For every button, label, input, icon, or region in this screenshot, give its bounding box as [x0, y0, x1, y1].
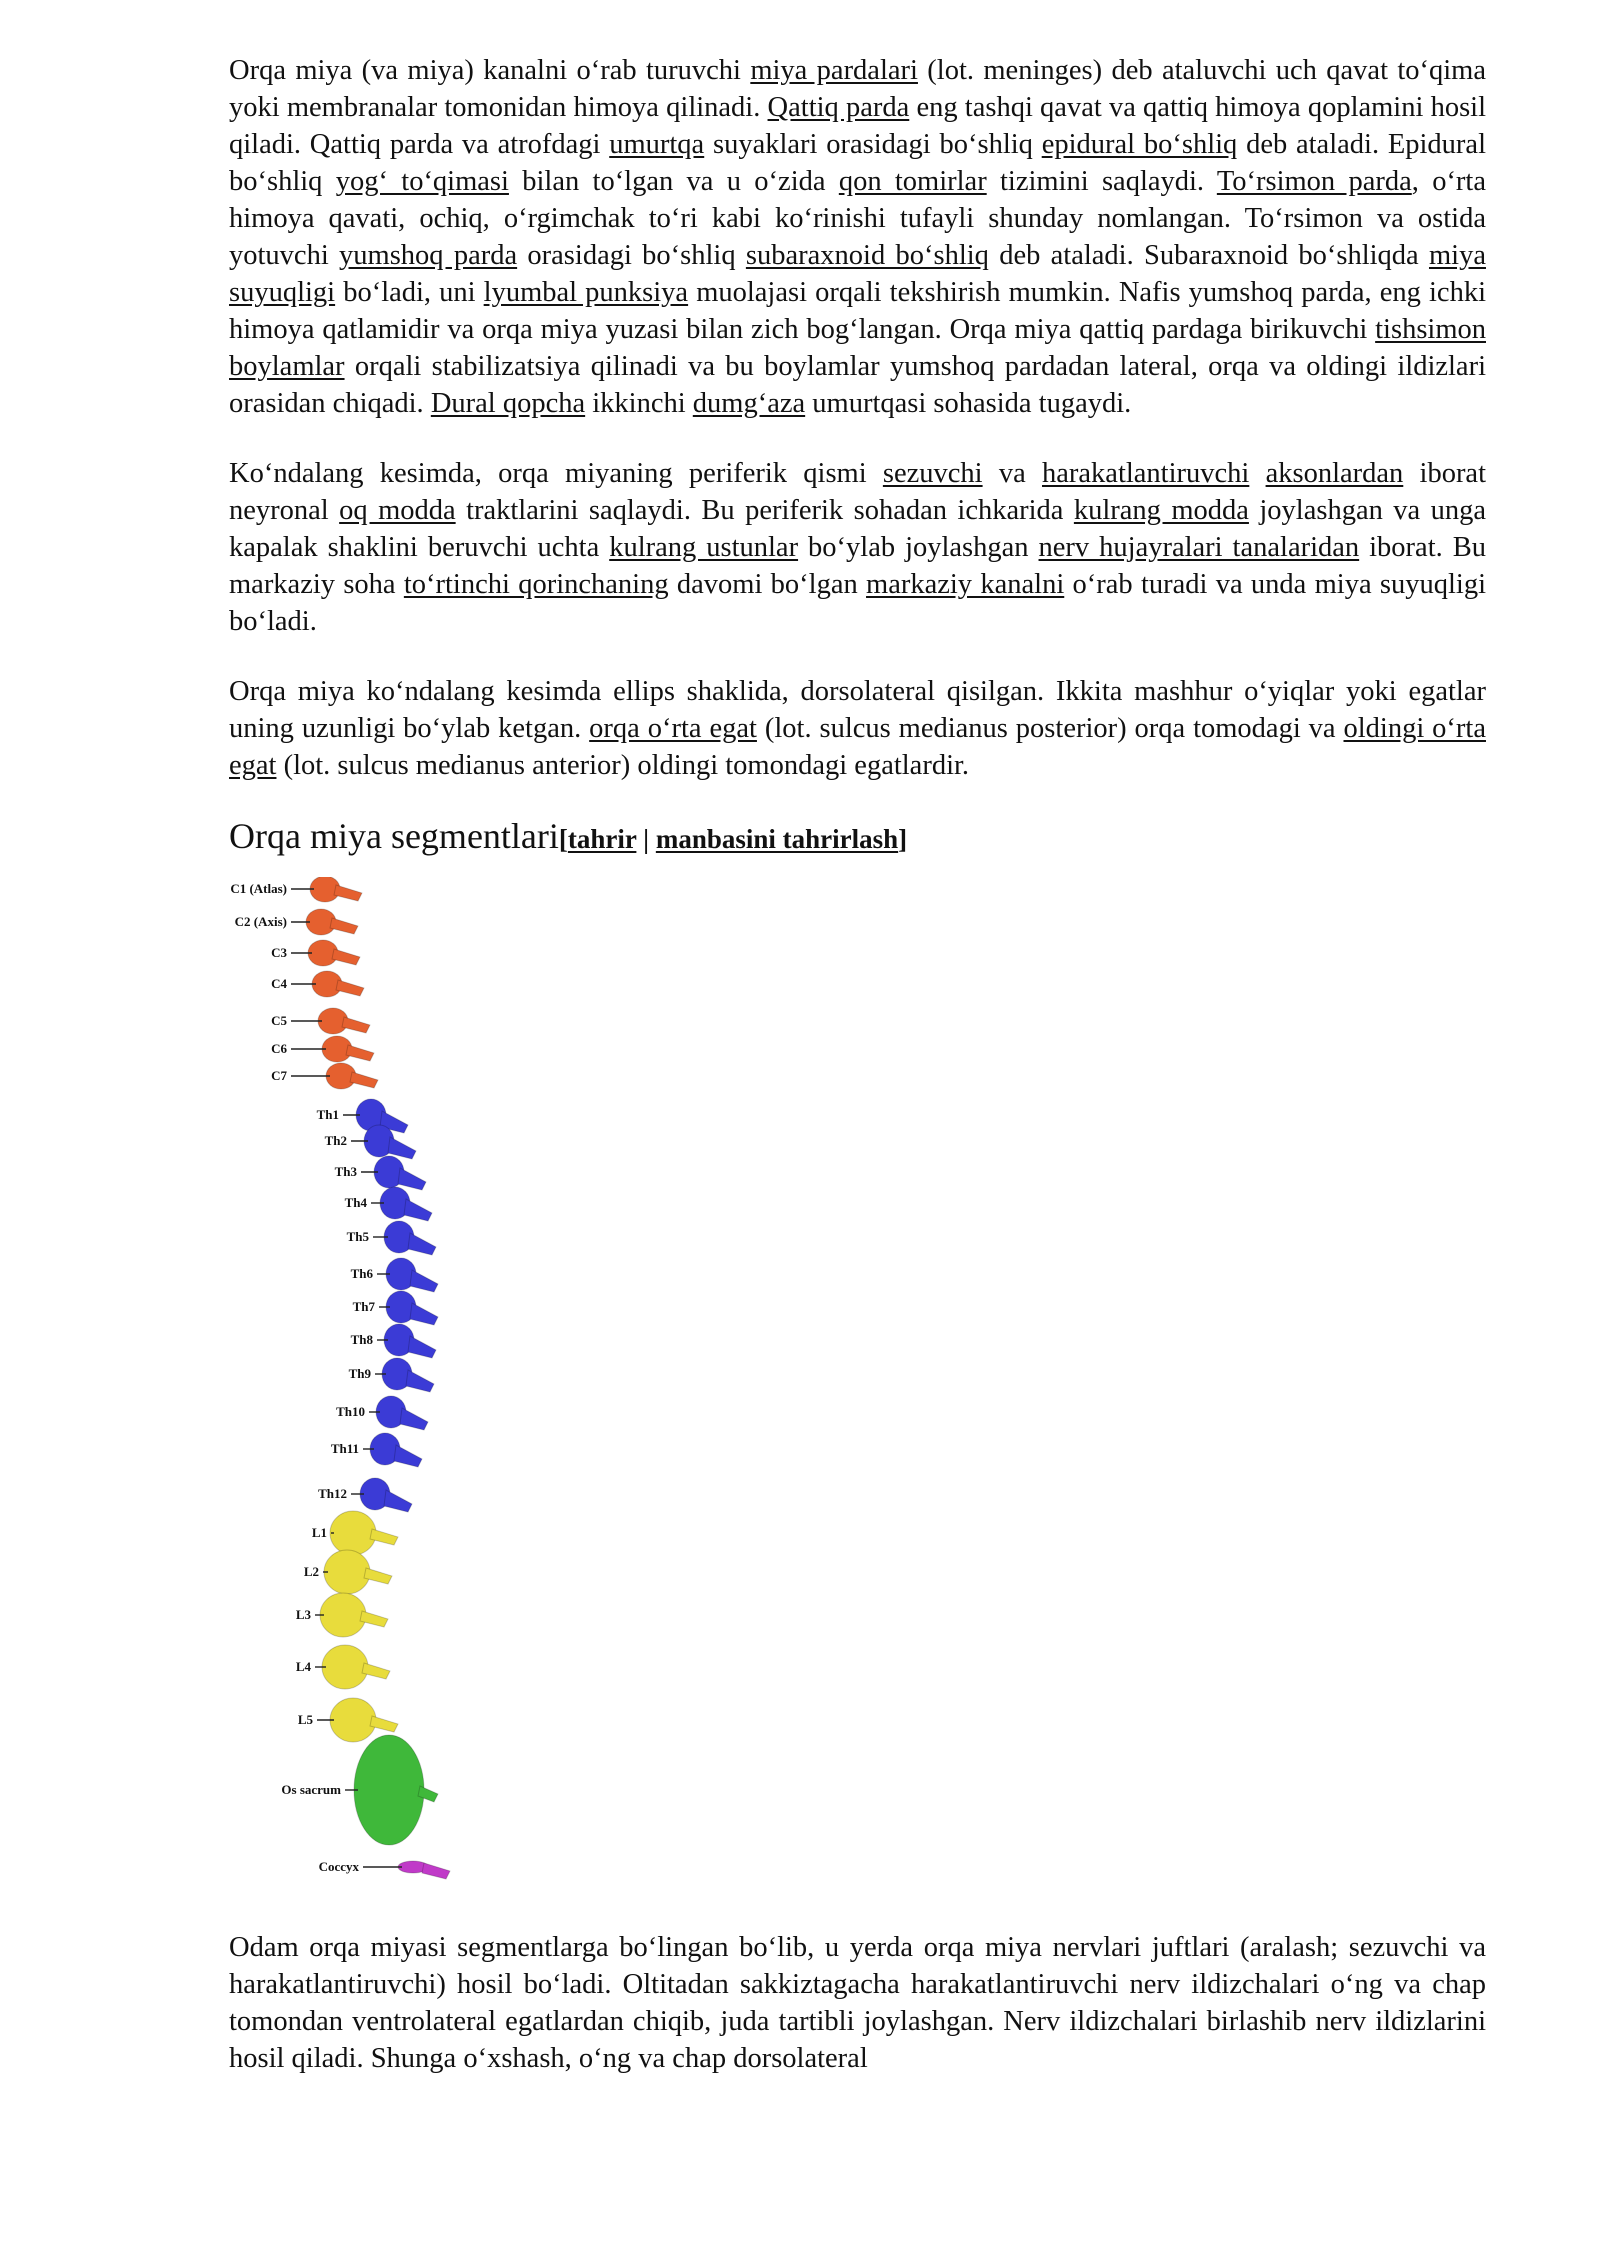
vertebra-label: Coccyx: [318, 1859, 359, 1874]
text-run: eng tashqi qavat va qattiq himoya qoplamini hosil qiladi. Qattiq parda va atrofdagi: [229, 92, 1487, 160]
vertebra-label: Th12: [318, 1486, 347, 1501]
text-run: bo‘ylab joylashgan: [798, 532, 1039, 563]
text-run: orasidagi bo‘shliq: [517, 240, 746, 271]
spine-diagram: [229, 877, 489, 1907]
vertebra-label: C4: [271, 976, 287, 991]
wiki-link[interactable]: miya suyuqligi: [229, 240, 1486, 308]
wiki-link[interactable]: subaraxnoid bo‘shliq: [745, 240, 989, 271]
text-run: (lot. sulcus medianus posterior) orqa tomodagi va: [756, 713, 1344, 744]
vertebra-label: Os sacrum: [281, 1782, 341, 1797]
spinous-process: [350, 1072, 378, 1088]
text-run: bo‘ladi, uni: [335, 277, 484, 308]
spinous-process: [400, 1408, 428, 1430]
wiki-link[interactable]: aksonlardan: [1265, 458, 1404, 489]
spinous-process: [404, 1199, 432, 1221]
vertebra-l1: [330, 1511, 376, 1555]
vertebra-l2: [324, 1550, 370, 1594]
wiki-link[interactable]: Qattiq parda: [767, 92, 910, 123]
vertebra-l3: [320, 1593, 366, 1637]
spinous-process: [410, 1303, 438, 1325]
vertebra-label: C3: [271, 945, 287, 960]
wiki-link[interactable]: To‘rsimon parda: [1216, 166, 1412, 197]
text-run: traktlarini saqlaydi. Bu periferik sohadan ichkarida: [455, 495, 1074, 526]
text-run: orqali stabilizatsiya qilinadi va bu boylamlar yumshoq pardadan lateral, orqa va oldingi ildizlari orasidan chiqadi.: [229, 351, 1486, 419]
vertebra-label: C7: [271, 1068, 287, 1083]
wiki-link[interactable]: kulrang modda: [1073, 495, 1249, 526]
vertebra-label: Th6: [350, 1266, 373, 1281]
article-page: [229, 52, 1486, 2077]
text-run: deb ataladi. Epidural bo‘shliq: [229, 129, 1486, 197]
text-run: joylashgan va unga kapalak shaklini beruvchi uchta: [229, 495, 1486, 563]
spine-figure: [229, 877, 489, 1907]
text-run: Odam orqa miyasi segmentlarga bo‘lingan bo‘lib, u yerda orqa miya nervlari juftlari (aralash; sezuvchi va harakatlantiruvchi) hosil bo‘ladi. Oltitadan sakkiztagacha harakatlantiruvchi nerv ildizchalari o‘ng va chap tomondan ventrolateral egatlardan chiqib, juda tartibli joylashgan. Nerv ildizchalari birlashib nerv ildizlarini hosil qiladi. Shunga o‘xshash, o‘ng va chap dorsolateral: [229, 1932, 1486, 2074]
vertebra-label: Th8: [350, 1332, 373, 1347]
text-run: muolajasi orqali tekshirish mumkin. Nafis yumshoq parda, eng ichki himoya qatlamidir va orqa miya yuzasi bilan zich bog‘langan. Orqa miya qattiq pardaga birikuvchi: [229, 277, 1486, 345]
text-run: umurtqasi sohasida tugaydi.: [805, 388, 1132, 419]
text-run: (lot. meninges) deb ataluvchi uch qavat to‘qima yoki membranalar tomonidan himoya qilinadi.: [229, 55, 1486, 123]
wiki-link[interactable]: markaziy kanalni: [866, 569, 1065, 600]
wiki-link[interactable]: epidural bo‘shliq: [1041, 129, 1238, 160]
wiki-link[interactable]: harakatlantiruvchi: [1042, 458, 1250, 489]
text-run: ikkinchi: [585, 388, 693, 419]
vertebra-label: Th7: [352, 1299, 375, 1314]
spinous-process: [406, 1370, 434, 1392]
spinous-process: [330, 918, 358, 934]
vertebra-os: [354, 1735, 424, 1845]
vertebra-label: C5: [271, 1013, 287, 1028]
spinous-process: [408, 1336, 436, 1358]
wiki-link[interactable]: to‘rtinchi qorinchaning: [403, 569, 669, 600]
text-run: Orqa miya (va miya) kanalni o‘rab turuvchi: [229, 55, 751, 86]
paragraph-p1: [229, 52, 1486, 422]
vertebra-label: L5: [297, 1712, 313, 1727]
vertebra-l4: [322, 1645, 368, 1689]
spinous-process: [346, 1045, 374, 1061]
vertebra-label: C1 (Atlas): [230, 881, 287, 896]
spinous-process: [394, 1445, 422, 1467]
wiki-link[interactable]: kulrang ustunlar: [609, 532, 799, 563]
spinous-process: [336, 980, 364, 996]
text-run: deb ataladi. Subaraxnoid bo‘shliqda: [988, 240, 1429, 271]
wiki-link[interactable]: yog‘ to‘qimasi: [335, 166, 509, 197]
vertebra-label: L2: [303, 1564, 319, 1579]
wiki-link[interactable]: qon tomirlar: [838, 166, 987, 197]
vertebra-label: C6: [271, 1041, 287, 1056]
edit-source-link[interactable]: manbasini tahrirlash: [655, 824, 899, 854]
spinous-process: [384, 1490, 412, 1512]
spinous-process: [422, 1863, 450, 1879]
vertebra-label: C2 (Axis): [234, 914, 287, 929]
text-run: davomi bo‘lgan: [668, 569, 867, 600]
vertebra-label: Th3: [334, 1164, 357, 1179]
vertebra-label: Th5: [346, 1229, 369, 1244]
text-run: iborat. Bu markaziy soha: [229, 532, 1486, 600]
paragraph-p3: [229, 673, 1486, 784]
wiki-link[interactable]: miya pardalari: [750, 55, 918, 86]
text-run: bilan to‘lgan va u o‘zida: [508, 166, 839, 197]
text-run: Ko‘ndalang kesimda, orqa miyaning periferik qismi: [229, 458, 883, 489]
article-body: [229, 52, 1486, 784]
vertebra-label: Th4: [344, 1195, 367, 1210]
section-heading: [229, 814, 1486, 861]
wiki-link[interactable]: umurtqa: [609, 129, 705, 160]
section-title: Orqa miya segmentlari: [229, 816, 559, 856]
wiki-link[interactable]: yumshoq parda: [339, 240, 518, 271]
vertebra-label: Th10: [336, 1404, 365, 1419]
text-run: suyaklari orasidagi bo‘shliq: [704, 129, 1042, 160]
text-run: o‘rab turadi va unda miya suyuqligi bo‘ladi.: [229, 569, 1486, 637]
vertebra-label: L4: [295, 1659, 311, 1674]
spinous-process: [398, 1168, 426, 1190]
wiki-link[interactable]: oq modda: [339, 495, 456, 526]
wiki-link[interactable]: sezuvchi: [882, 458, 983, 489]
paragraph-p4: [229, 1929, 1486, 2077]
vertebra-label: Th1: [316, 1107, 339, 1122]
text-run: Orqa miya ko‘ndalang kesimda ellips shaklida, dorsolateral qisilgan. Ikkita mashhur o‘yiqlar yoki egatlar uning uzunligi bo‘ylab ketgan.: [229, 676, 1486, 744]
wiki-link[interactable]: tishsimon boylamlar: [229, 314, 1486, 382]
vertebra-label: Th9: [348, 1366, 371, 1381]
spinous-process: [332, 949, 360, 965]
wiki-link[interactable]: nerv hujayralari tanalaridan: [1038, 532, 1360, 563]
vertebra-label: L3: [295, 1607, 311, 1622]
text-run: (lot. sulcus medianus anterior) oldingi tomondagi egatlardir.: [276, 750, 970, 781]
text-run: iborat neyronal: [229, 458, 1487, 526]
spinous-process: [334, 885, 362, 901]
article-body-continued: [229, 1929, 1486, 2077]
wiki-link[interactable]: Dural qopcha: [430, 388, 586, 419]
vertebra-l5: [330, 1698, 376, 1742]
wiki-link[interactable]: orqa o‘rta egat: [589, 713, 757, 744]
vertebra-label: Th11: [330, 1441, 359, 1456]
wiki-link[interactable]: dumg‘aza: [692, 388, 806, 419]
paragraph-p2: [229, 455, 1486, 640]
vertebra-label: Th2: [324, 1133, 347, 1148]
spinous-process: [408, 1233, 436, 1255]
edit-link[interactable]: tahrir: [567, 824, 637, 854]
vertebra-label: L1: [311, 1525, 327, 1540]
spinous-process: [342, 1017, 370, 1033]
edit-links: [tahrir | manbasini tahrirlash]: [558, 824, 908, 854]
spinous-process: [388, 1137, 416, 1159]
text-run: [1249, 458, 1265, 489]
spinous-process: [410, 1270, 438, 1292]
text-run: va: [982, 458, 1042, 489]
text-run: , o‘rta himoya qavati, ochiq, o‘rgimchak to‘ri kabi ko‘rinishi tufayli shunday nomlangan. To‘rsimon va ostida yotuvchi: [229, 166, 1486, 271]
text-run: tizimini saqlaydi.: [986, 166, 1217, 197]
wiki-link[interactable]: lyumbal punksiya: [483, 277, 689, 308]
wiki-link[interactable]: oldingi o‘rta egat: [229, 713, 1486, 781]
